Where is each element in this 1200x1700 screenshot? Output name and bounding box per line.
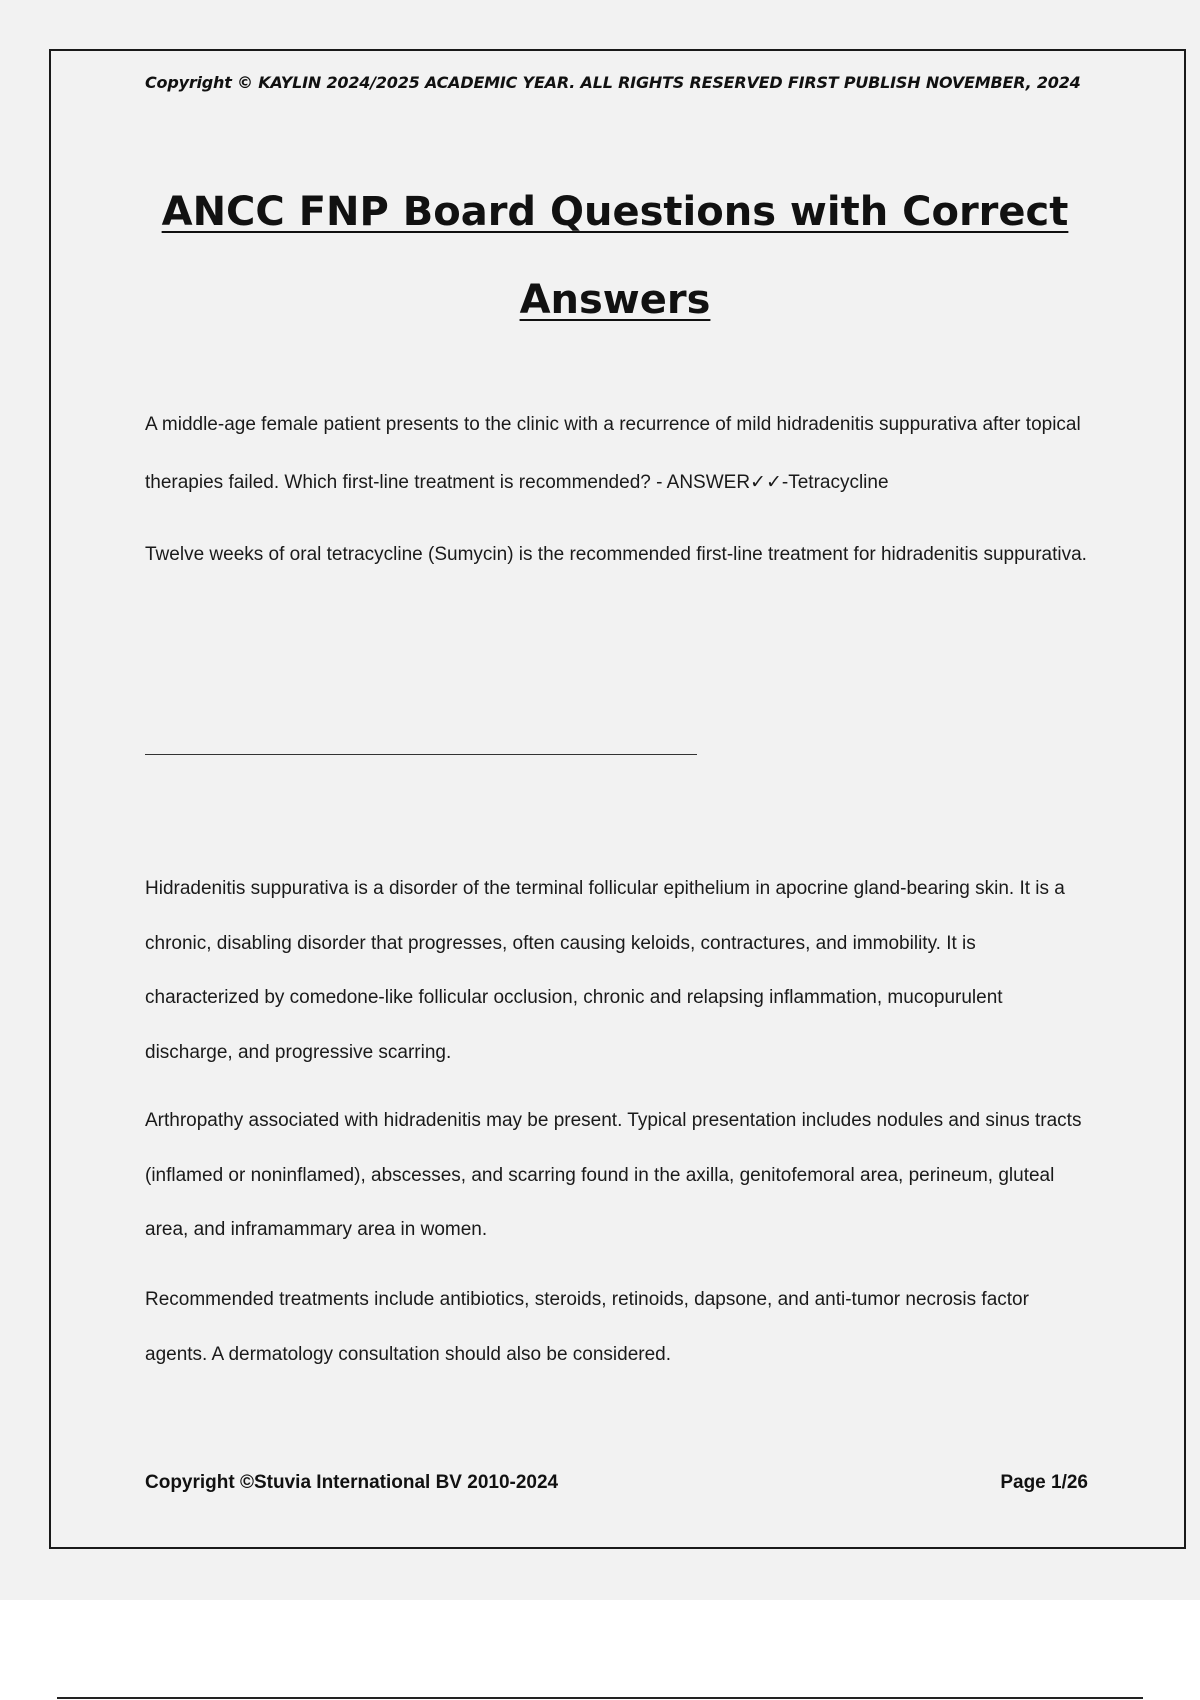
definition-paragraph: Hidradenitis suppurativa is a disorder of the terminal follicular epithelium in apocrine gland-bearing skin. It is a chronic, disabling disorder that progresses, often causing keloids, contractures, and immobility. It is characterized by comedone-like follicular occlusion, chronic and relapsing inflammation, mucopurulent discharge, and progressive scarring. (145, 878, 1065, 1063)
document-title-text: ANCC FNP Board Questions with Correct Answers (161, 189, 1069, 323)
bottom-divider (57, 1697, 1143, 1699)
section-separator (145, 754, 697, 755)
page-number: Page 1/26 (1000, 1472, 1088, 1493)
treatments-paragraph: Recommended treatments include antibiotics, steroids, retinoids, dapsone, and anti-tumor necrosis factor agents. A dermatology consultation should also be considered. (145, 1289, 1029, 1365)
rationale-paragraph: Twelve weeks of oral tetracycline (Sumycin) is the recommended first-line treatment for hidradenitis suppurativa. (145, 544, 1087, 565)
question-paragraph: A middle-age female patient presents to the clinic with a recurrence of mild hidradenitis suppurativa after topical therapies failed. Which first-line treatment is recommended? - ANSWER✓✓-Tetracycline (145, 414, 1081, 493)
header-copyright: Copyright © KAYLIN 2024/2025 ACADEMIC YEAR. ALL RIGHTS RESERVED FIRST PUBLISH NOVEMBER, 2024 (145, 73, 1081, 92)
arthropathy-paragraph: Arthropathy associated with hidradenitis may be present. Typical presentation includes nodules and sinus tracts (inflamed or noninflamed), abscesses, and scarring found in the axilla, genitofemoral area, perineum, gluteal area, and inframammary area in women. (145, 1110, 1082, 1240)
document-title (145, 168, 1085, 344)
footer-copyright: Copyright ©Stuvia International BV 2010-2024 (145, 1472, 559, 1493)
